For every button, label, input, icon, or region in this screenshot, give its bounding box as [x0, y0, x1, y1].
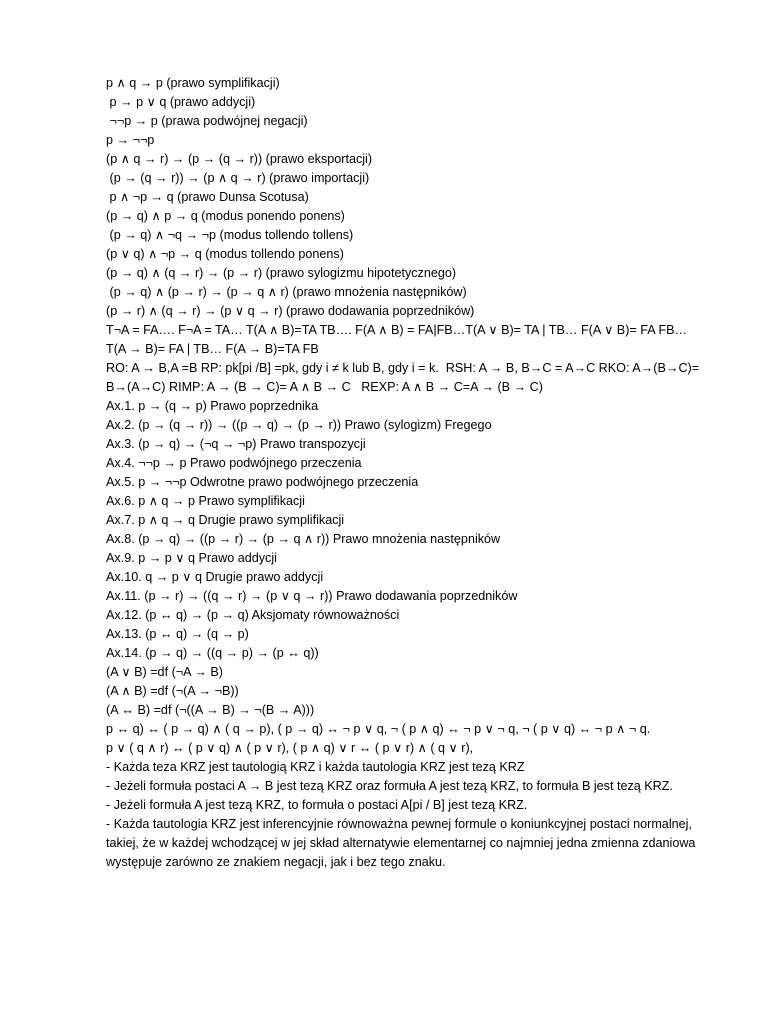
text-line: RO: A → B,A =B RP: pk[pi /B] =pk, gdy i ≠ k lub B, gdy i = k. RSH: A → B, B→C = A→C RKO: A→(B→C)=: [106, 361, 700, 375]
text-line: p ∧ q → p (prawo symplifikacji): [106, 76, 280, 90]
text-line: Ax.11. (p → r) → ((q → r) → (p ∨ q → r)) Prawo dodawania poprzedników: [106, 589, 518, 603]
text-line: - Każda tautologia KRZ jest inferencyjnie równoważna pewnej formule o koniunkcyjnej postaci normalnej,: [106, 817, 692, 831]
text-line: (A ∧ B) =df (¬(A → ¬B)): [106, 684, 239, 698]
text-line: - Każda teza KRZ jest tautologią KRZ i każda tautologia KRZ jest tezą KRZ: [106, 760, 525, 774]
text-line: T¬A = FA…. F¬A = TA… T(A ∧ B)=TA TB…. F(A ∧ B) = FA|FB…T(A ∨ B)= TA | TB… F(A ∨ B)= FA FB…: [106, 323, 688, 337]
text-line: p ∨ ( q ∧ r) ↔ ( p ∨ q) ∧ ( p ∨ r), ( p ∧ q) ∨ r ↔ ( p ∨ r) ∧ ( q ∨ r),: [106, 741, 474, 755]
text-line: Ax.12. (p ↔ q) → (p → q) Aksjomaty równoważności: [106, 608, 400, 622]
text-line: Ax.6. p ∧ q → p Prawo symplifikacji: [106, 494, 305, 508]
text-line: występuje zarówno ze znakiem negacji, jak i bez tego znaku.: [106, 855, 446, 869]
text-line: (A ∨ B) =df (¬A → B): [106, 665, 224, 679]
text-line: (p ∨ q) ∧ ¬p → q (modus tollendo ponens): [106, 247, 344, 261]
text-line: Ax.14. (p → q) → ((q → p) → (p ↔ q)): [106, 646, 319, 660]
text-line: (A ↔ B) =df (¬((A → B) → ¬(B → A))): [106, 703, 315, 717]
document-text: [106, 74, 708, 872]
text-line: Ax.5. p → ¬¬p Odwrotne prawo podwójnego przeczenia: [106, 475, 419, 489]
text-line: Ax.1. p → (q → p) Prawo poprzednika: [106, 399, 319, 413]
text-line: (p → (q → r)) → (p ∧ q → r) (prawo importacji): [106, 171, 370, 185]
text-line: Ax.2. (p → (q → r)) → ((p → q) → (p → r)) Prawo (sylogizm) Fregego: [106, 418, 492, 432]
text-line: B→(A→C) RIMP: A → (B → C)= A ∧ B → C REXP: A ∧ B → C=A → (B → C): [106, 380, 543, 394]
text-line: Ax.13. (p ↔ q) → (q → p): [106, 627, 249, 641]
text-line: takiej, że w każdej wchodzącej w jej skład alternatywie elementarnej co najmniej jedna zmienna zdaniowa: [106, 836, 696, 850]
text-line: p → p ∨ q (prawo addycji): [106, 95, 256, 109]
text-line: T(A → B)= FA | TB… F(A → B)=TA FB: [106, 342, 319, 356]
text-line: ¬¬p → p (prawa podwójnej negacji): [106, 114, 308, 128]
text-line: (p → r) ∧ (q → r) → (p ∨ q → r) (prawo dodawania poprzedników): [106, 304, 475, 318]
text-line: Ax.10. q → p ∨ q Drugie prawo addycji: [106, 570, 324, 584]
text-line: (p ∧ q → r) → (p → (q → r)) (prawo eksportacji): [106, 152, 373, 166]
text-line: p ∧ ¬p → q (prawo Dunsa Scotusa): [106, 190, 309, 204]
text-line: Ax.8. (p → q) → ((p → r) → (p → q ∧ r)) Prawo mnożenia następników: [106, 532, 501, 546]
text-line: - Jeżeli formuła A jest tezą KRZ, to formuła o postaci A[pi / B] jest tezą KRZ.: [106, 798, 528, 812]
text-line: Ax.3. (p → q) → (¬q → ¬p) Prawo transpozycji: [106, 437, 366, 451]
text-line: p ↔ q) ↔ ( p → q) ∧ ( q → p), ( p → q) ↔ ¬ p ∨ q, ¬ ( p ∧ q) ↔ ¬ p ∨ ¬ q, ¬ ( p ∨ q) ↔ ¬ p ∧ ¬ q.: [106, 722, 651, 736]
text-line: (p → q) ∧ p → q (modus ponendo ponens): [106, 209, 345, 223]
text-line: - Jeżeli formuła postaci A → B jest tezą KRZ oraz formuła A jest tezą KRZ, to formuła B jest tezą KRZ.: [106, 779, 673, 793]
text-line: Ax.7. p ∧ q → q Drugie prawo symplifikacji: [106, 513, 345, 527]
text-line: Ax.9. p → p ∨ q Prawo addycji: [106, 551, 277, 565]
text-line: (p → q) ∧ (p → r) → (p → q ∧ r) (prawo mnożenia następników): [106, 285, 467, 299]
text-line: p → ¬¬p: [106, 133, 155, 147]
text-line: (p → q) ∧ ¬q → ¬p (modus tollendo tollens): [106, 228, 354, 242]
text-line: (p → q) ∧ (q → r) → (p → r) (prawo sylogizmu hipotetycznego): [106, 266, 457, 280]
text-line: Ax.4. ¬¬p → p Prawo podwójnego przeczenia: [106, 456, 362, 470]
